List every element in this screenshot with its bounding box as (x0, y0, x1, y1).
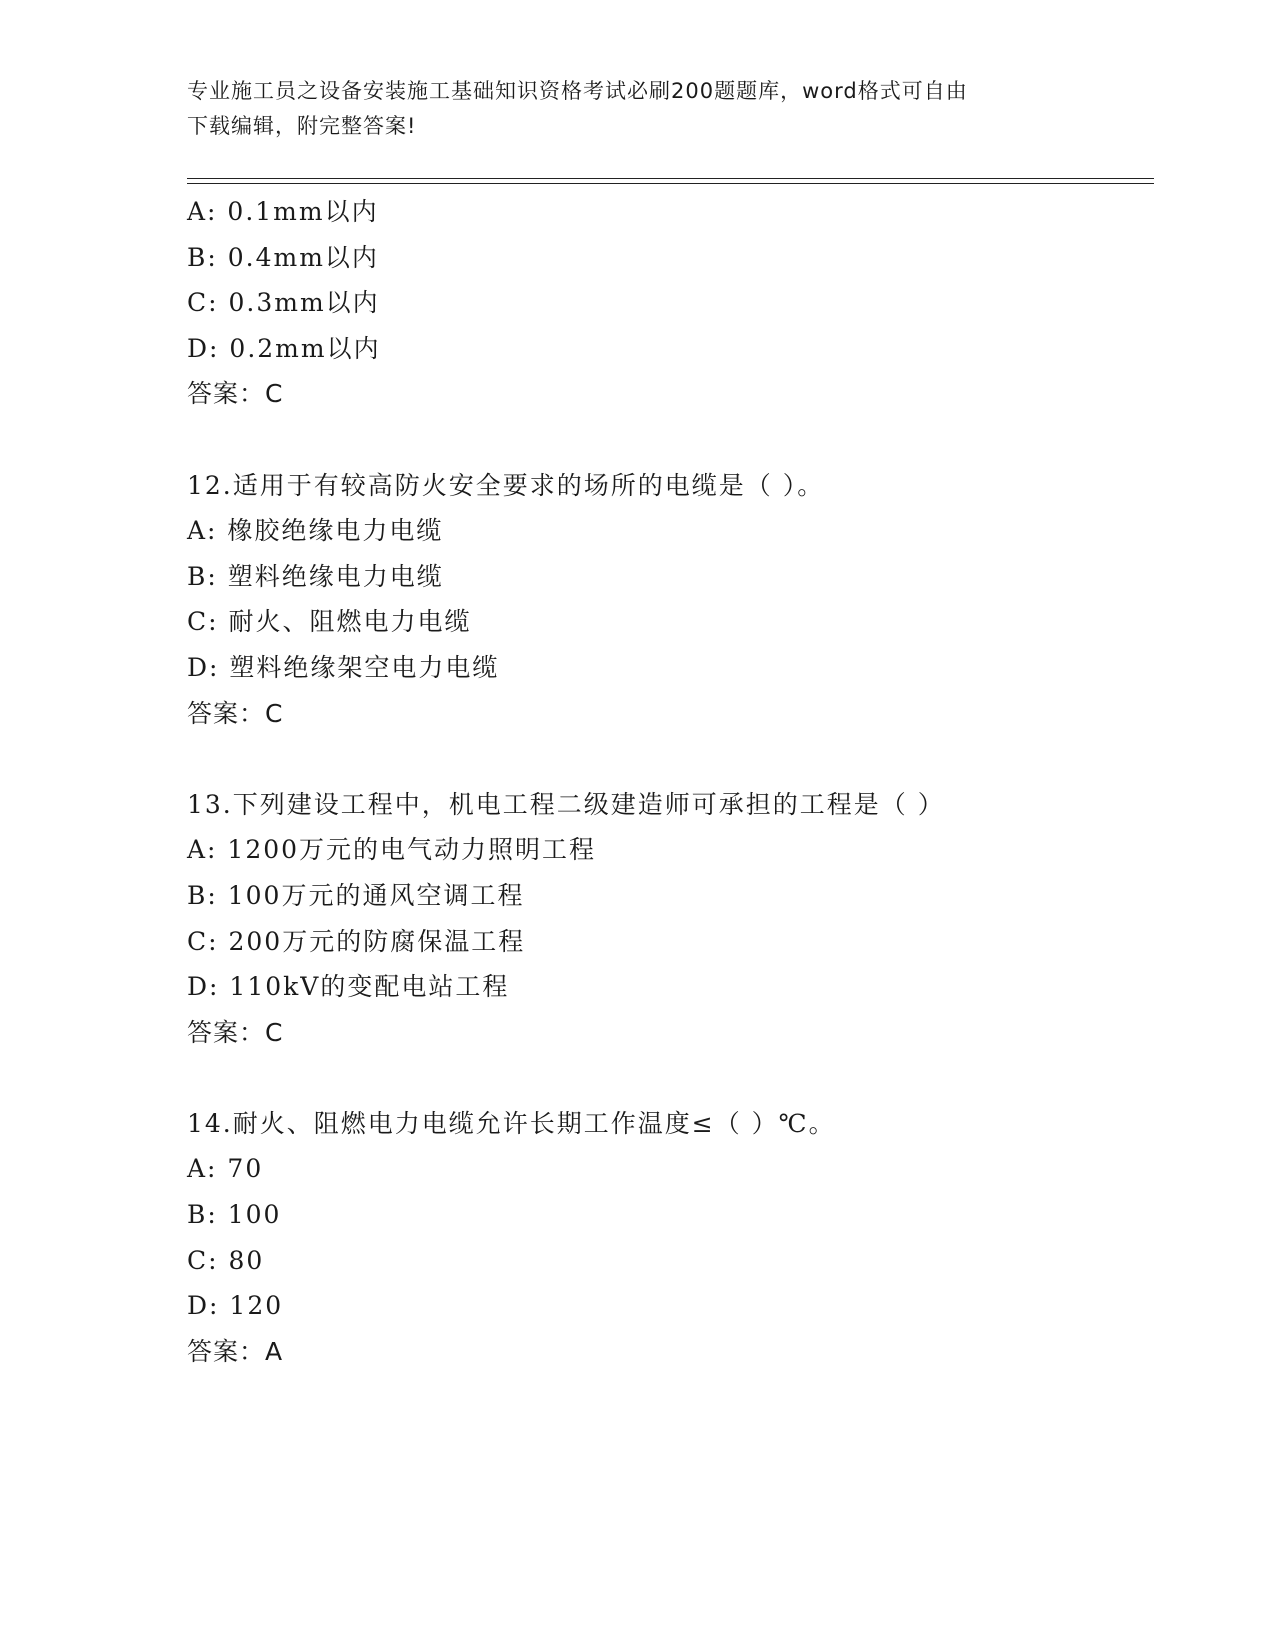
question-text: 12.适用于有较高防火安全要求的场所的电缆是（ ）。 (187, 470, 825, 500)
answer: 答案：C (187, 698, 284, 728)
question-14 (187, 1101, 1147, 1375)
spacer (187, 417, 1147, 463)
option-a: A: 0.1mm以内 (187, 197, 379, 226)
option-c: C: 80 (187, 1245, 265, 1275)
question-11 (187, 189, 1147, 417)
option-c: C: 0.3mm以内 (187, 288, 380, 318)
question-text: 13.下列建设工程中，机电工程二级建造师可承担的工程是（ ） (187, 789, 945, 819)
option-d: D: 塑料绝缘架空电力电缆 (187, 652, 500, 682)
document-header (187, 74, 1087, 144)
header-title-line-2: 下载编辑，附完整答案! (187, 114, 417, 138)
option-d: D: 110kV的变配电站工程 (187, 972, 510, 1002)
option-b: B: 100 (187, 1200, 282, 1230)
option-a: A: 橡胶绝缘电力电缆 (187, 516, 444, 546)
question-text: 14.耐火、阻燃电力电缆允许长期工作温度≤（ ）℃。 (187, 1108, 836, 1138)
option-a: A: 70 (187, 1154, 264, 1184)
spacer (187, 736, 1147, 782)
answer: 答案：C (187, 1017, 284, 1047)
question-content (187, 189, 1147, 1374)
option-b: B: 0.4mm以内 (187, 242, 379, 272)
option-b: B: 100万元的通风空调工程 (187, 880, 525, 910)
answer: 答案：C (187, 379, 284, 409)
question-12 (187, 463, 1147, 737)
option-b: B: 塑料绝缘电力电缆 (187, 561, 444, 591)
option-c: C: 200万元的防腐保温工程 (187, 926, 526, 956)
option-a: A: 1200万元的电气动力照明工程 (187, 835, 597, 865)
option-d: D: 120 (187, 1291, 284, 1321)
header-double-rule (187, 178, 1154, 184)
option-c: C: 耐火、阻燃电力电缆 (187, 607, 472, 637)
answer: 答案：A (187, 1336, 284, 1366)
spacer (187, 1055, 1147, 1101)
option-d: D: 0.2mm以内 (187, 333, 381, 363)
question-13 (187, 782, 1147, 1056)
header-title-line-1: 专业施工员之设备安装施工基础知识资格考试必刷200题题库，word格式可自由 (187, 79, 968, 103)
